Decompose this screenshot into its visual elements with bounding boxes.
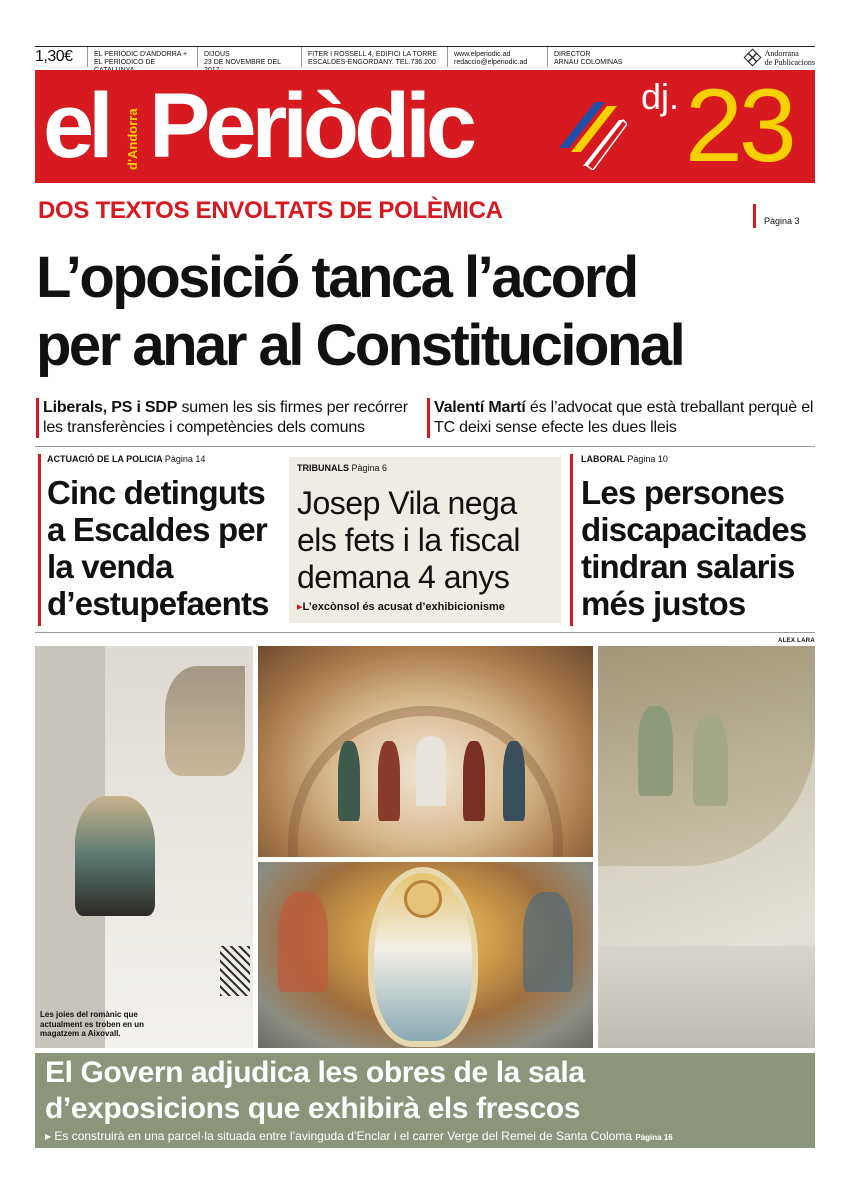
triangle-bullet-icon: ▸ [297,601,303,613]
andorra-flag-stripes-icon [557,100,627,170]
fresco-figure [523,892,573,992]
publisher-line-1: Andorrana [764,49,799,58]
email-link[interactable]: redaccio@elperiodic.ad [454,59,528,66]
fresco-figure [378,741,400,821]
story-kicker [581,454,815,464]
lead-subhead-left [36,398,422,438]
lead-headline-line-1: L’oposició tanca l’acord [36,245,637,310]
story-labour[interactable] [570,454,815,626]
fresco-figure [338,741,360,821]
address-line-2: ESCALDES-ENGORDANY. TEL.736.200 [308,59,436,66]
publisher-line-2: de Publicacions [764,58,815,67]
photo-caption: Les joies del romànic que actualment es troben en un magatzem a Aixovall. [40,1010,145,1038]
masthead [35,70,815,183]
publication-line-1: EL PERIÒDIC D'ANDORRA + [94,51,188,58]
address-info [301,47,447,67]
story-kicker [47,454,283,464]
bottom-story[interactable] [35,1053,815,1148]
bottom-page-ref: Pàgina 16 [635,1133,673,1142]
masthead-title: Periòdic [149,75,473,177]
lead-headline[interactable] [36,244,816,380]
bottom-subhead-text: Es construirà en una parcel·la situada entre l’avinguda d’Enclar i el carrer Verge del Remei de Santa Coloma [54,1129,633,1143]
story-kicker-label: LABORAL [581,454,625,464]
story-police[interactable] [38,454,283,626]
fresco-figure [693,716,728,806]
story-note-text: L’excònsol és acusat d’exhibicionisme [302,601,505,613]
director-label: DIRECTOR [554,51,591,58]
date-info [197,47,301,67]
lead-subhead-right-text: és l’advocat que està treballant perquè el TC deixi sense efecte les dues lleis [434,399,814,436]
story-page-ref: Pàgina 10 [627,454,668,464]
fresco-photo-christ[interactable] [258,862,593,1048]
publisher-diamond-icon [745,50,761,66]
triangle-bullet-icon: ▸ [45,1129,55,1143]
bottom-headline [45,1055,805,1127]
masthead-andorra: d'Andorra [125,108,140,170]
lead-subhead-right-bold: Valentí Martí [434,399,526,416]
window-niche [416,736,446,806]
story-kicker [297,463,553,473]
story-title: Les persones discapacitades tindran salaris més justos [581,474,807,622]
story-page-ref: Pàgina 6 [351,463,388,473]
weekday: dj. [641,76,680,117]
fresco-fragment [165,666,245,776]
story-kicker-label: ACTUACIÓ DE LA POLICIA [47,454,163,464]
story-courts[interactable] [289,457,561,623]
lead-page-ref[interactable]: Pàgina 3 [753,204,800,228]
fresco-figure [503,741,525,821]
divider [35,632,815,633]
rack [220,946,250,996]
lead-kicker: DOS TEXTOS ENVOLTATS DE POLÈMICA [38,197,503,224]
date-line-2: 23 DE NOVEMBRE DEL [204,59,281,66]
fresco-photo-right[interactable] [598,646,815,1048]
fresco-photo-apse[interactable] [258,646,593,857]
fresco-figure [75,796,155,916]
publisher-logo [745,47,815,67]
day-number: 23 [685,70,793,183]
website-link[interactable]: www.elperiodic.ad [454,51,511,58]
address-line-1: FITER I ROSSELL 4, EDIFICI LA TORRE [308,51,438,58]
story-title: Josep Vila nega els fets i la fiscal demana 4 anys [297,485,520,595]
floor [598,946,815,1048]
lead-subhead-left-bold: Liberals, PS i SDP [43,399,178,416]
fresco-figure [463,741,485,821]
publication-info [87,47,197,67]
story-page-ref: Pàgina 14 [164,454,206,464]
fresco-figure [278,892,328,992]
story-note [297,600,553,613]
lead-headline-line-2: per anar al Constitucional [36,313,684,378]
story-kicker-label: TRIBUNALS [297,463,349,473]
lead-subhead-right [427,398,817,438]
bottom-headline-line-1: El Govern adjudica les obres de la sala [45,1056,585,1089]
masthead-el: el [43,75,108,177]
photo-credit: ALEX LARA [777,638,815,644]
fresco-figure [638,706,673,796]
director-info [547,47,667,67]
fresco-photo-left[interactable] [35,646,253,1048]
bottom-subhead [45,1129,805,1143]
director-name: ARNAU COLOMINAS [554,59,623,66]
publication-line-2: EL PERIÓDICO DE [94,59,156,66]
bottom-headline-line-2: d’exposicions que exhibirà els frescos [45,1092,581,1125]
halo [404,880,442,918]
price: 1,30€ [35,48,73,65]
story-title: Cinc detinguts a Escaldes per la venda d’estupefaents [47,474,269,622]
lead-subhead-left-text: sumen les sis firmes per recórrer les transferències i competències dels comuns [43,399,408,436]
divider [35,446,815,447]
date-line-1: DIJOUS [204,51,230,58]
contact-info [447,47,547,67]
top-info-strip [35,46,815,68]
